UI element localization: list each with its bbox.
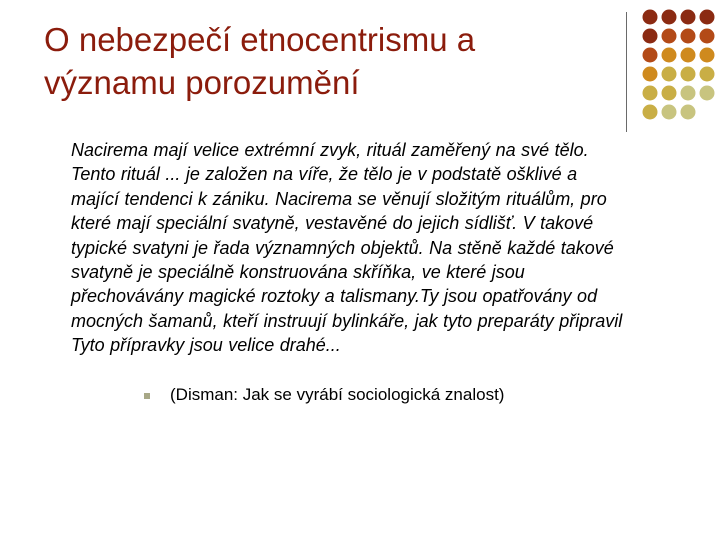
decorative-dot [643, 48, 658, 63]
body-line: přechovávány magické roztoky a talismany.Ty jsou opatřovány od [71, 286, 598, 307]
citation-bullet-item [144, 383, 504, 407]
body-line: svatyně je speciálně konstruována skříňka, ve které jsou [71, 262, 525, 283]
decorative-dot [700, 48, 715, 63]
body-line: které mají speciální svatyně, vestavěné do jejich sídlišť. V takové [71, 213, 594, 234]
body-line: Nacirema mají velice extrémní zvyk, rituál zaměřený na své tělo. [71, 140, 589, 160]
decorative-dot [700, 67, 715, 82]
slide-title-line: významu porozumění [44, 64, 360, 101]
body-line: mající tendenci k zániku. Nacirema se věnují složitým rituálům, pro [71, 188, 607, 209]
vertical-divider [626, 12, 627, 132]
decorative-dot [643, 86, 658, 101]
decorative-dot [700, 29, 715, 44]
decorative-dot [681, 67, 696, 82]
decorative-dot-grid [641, 8, 717, 128]
decorative-dot [662, 10, 677, 25]
decorative-dot [643, 29, 658, 44]
decorative-dot [662, 67, 677, 82]
decorative-dot [681, 86, 696, 101]
decorative-dot [662, 29, 677, 44]
decorative-dot [662, 86, 677, 101]
square-bullet-icon [144, 393, 150, 399]
decorative-dot [643, 10, 658, 25]
decorative-dot [681, 29, 696, 44]
decorative-dot [662, 105, 677, 120]
body-line: typické svatyni je řada významných objektů. Na stěně každé takové [71, 237, 614, 258]
body-line: Tyto přípravky jsou velice drahé... [71, 335, 341, 356]
decorative-dot [643, 105, 658, 120]
slide-title-line: O nebezpečí etnocentrismu a [44, 21, 476, 58]
body-line: Tento rituál ... je založen na víře, že tělo je v podstatě ošklivé a [71, 164, 578, 185]
decorative-dot [681, 105, 696, 120]
decorative-dot [662, 48, 677, 63]
decorative-dot [681, 10, 696, 25]
body-line: mocných šamanů, kteří instruují bylinkáře, jak tyto preparáty připravil [71, 310, 623, 331]
slide-title [44, 18, 624, 104]
decorative-dot [681, 48, 696, 63]
body-paragraph [71, 138, 711, 358]
decorative-dot [700, 86, 715, 101]
decorative-dot [700, 10, 715, 25]
decorative-dot [643, 67, 658, 82]
citation-text: (Disman: Jak se vyrábí sociologická znalost) [170, 385, 505, 404]
